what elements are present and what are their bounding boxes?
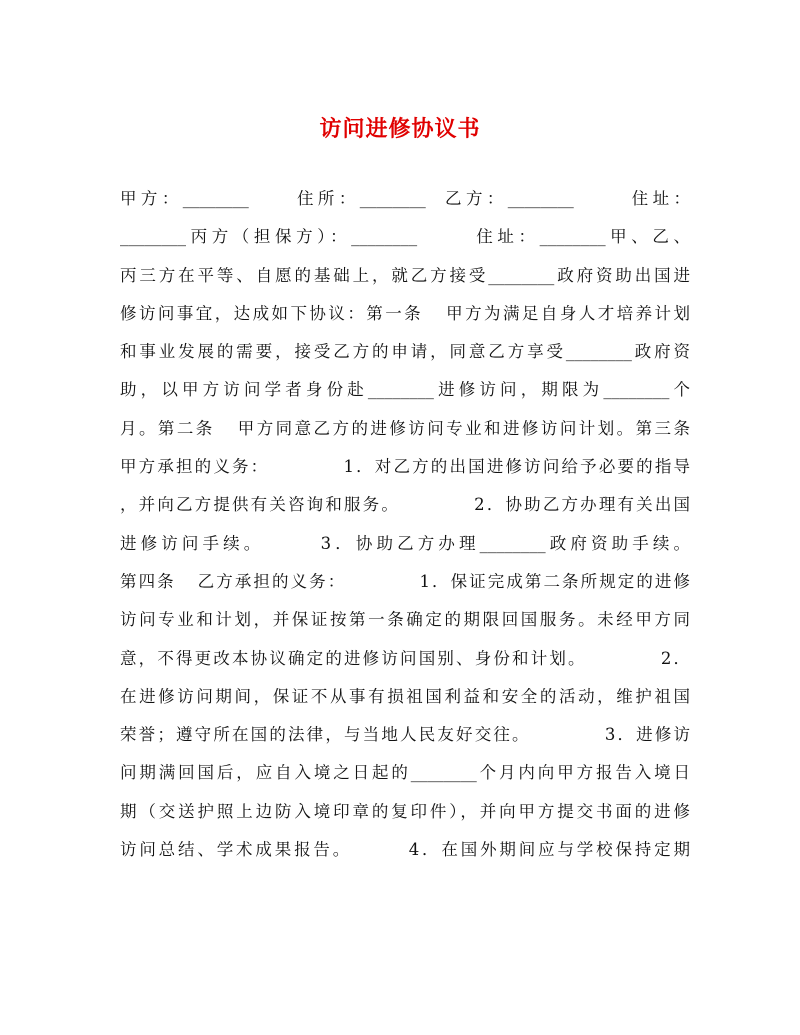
body-line: 访问专业和计划，并保证按第一条确定的期限回国服务。未经甲方同 [120, 610, 690, 630]
body-line: 问期满回国后，应自入境之日起的________个月内向甲方报告入境日 [120, 763, 690, 783]
body-line: 第四条 乙方承担的义务： 1．保证完成第二条所规定的进修 [120, 571, 690, 591]
body-line: 丙三方在平等、自愿的基础上，就乙方接受________政府资助出国进 [120, 265, 690, 285]
document-body [120, 180, 690, 869]
body-line: 和事业发展的需要，接受乙方的申请，同意乙方享受________政府资 [120, 342, 690, 362]
document-title: 访问进修协议书 [319, 116, 481, 142]
body-line: 在进修访问期间，保证不从事有损祖国利益和安全的活动，维护祖国 [120, 686, 690, 706]
body-line: ，并向乙方提供有关咨询和服务。 2．协助乙方办理有关出国 [120, 495, 690, 515]
body-line: 月。第二条 甲方同意乙方的进修访问专业和进修访问计划。第三条 [120, 418, 690, 438]
body-line: 甲方：________ 住所：________ 乙方：________ 住址： [120, 189, 690, 208]
body-line: 进修访问手续。 3．协助乙方办理________政府资助手续。 [120, 533, 690, 553]
body-line: 期（交送护照上边防入境印章的复印件），并向甲方提交书面的进修 [120, 801, 690, 821]
body-line: ________丙方（担保方）：________ 住址：________甲、乙、 [120, 227, 690, 247]
body-line: 甲方承担的义务： 1．对乙方的出国进修访问给予必要的指导 [120, 457, 690, 477]
body-line: 访问总结、学术成果报告。 4．在国外期间应与学校保持定期 [120, 840, 690, 860]
body-line: 荣誉；遵守所在国的法律，与当地人民友好交往。 3．进修访 [120, 725, 690, 745]
body-line: 修访问事宜，达成如下协议：第一条 甲方为满足自身人才培养计划 [120, 303, 690, 323]
body-line: 意，不得更改本协议确定的进修访问国别、身份和计划。 2． [120, 648, 690, 668]
body-line: 助，以甲方访问学者身份赴________进修访问，期限为________个 [120, 380, 690, 400]
